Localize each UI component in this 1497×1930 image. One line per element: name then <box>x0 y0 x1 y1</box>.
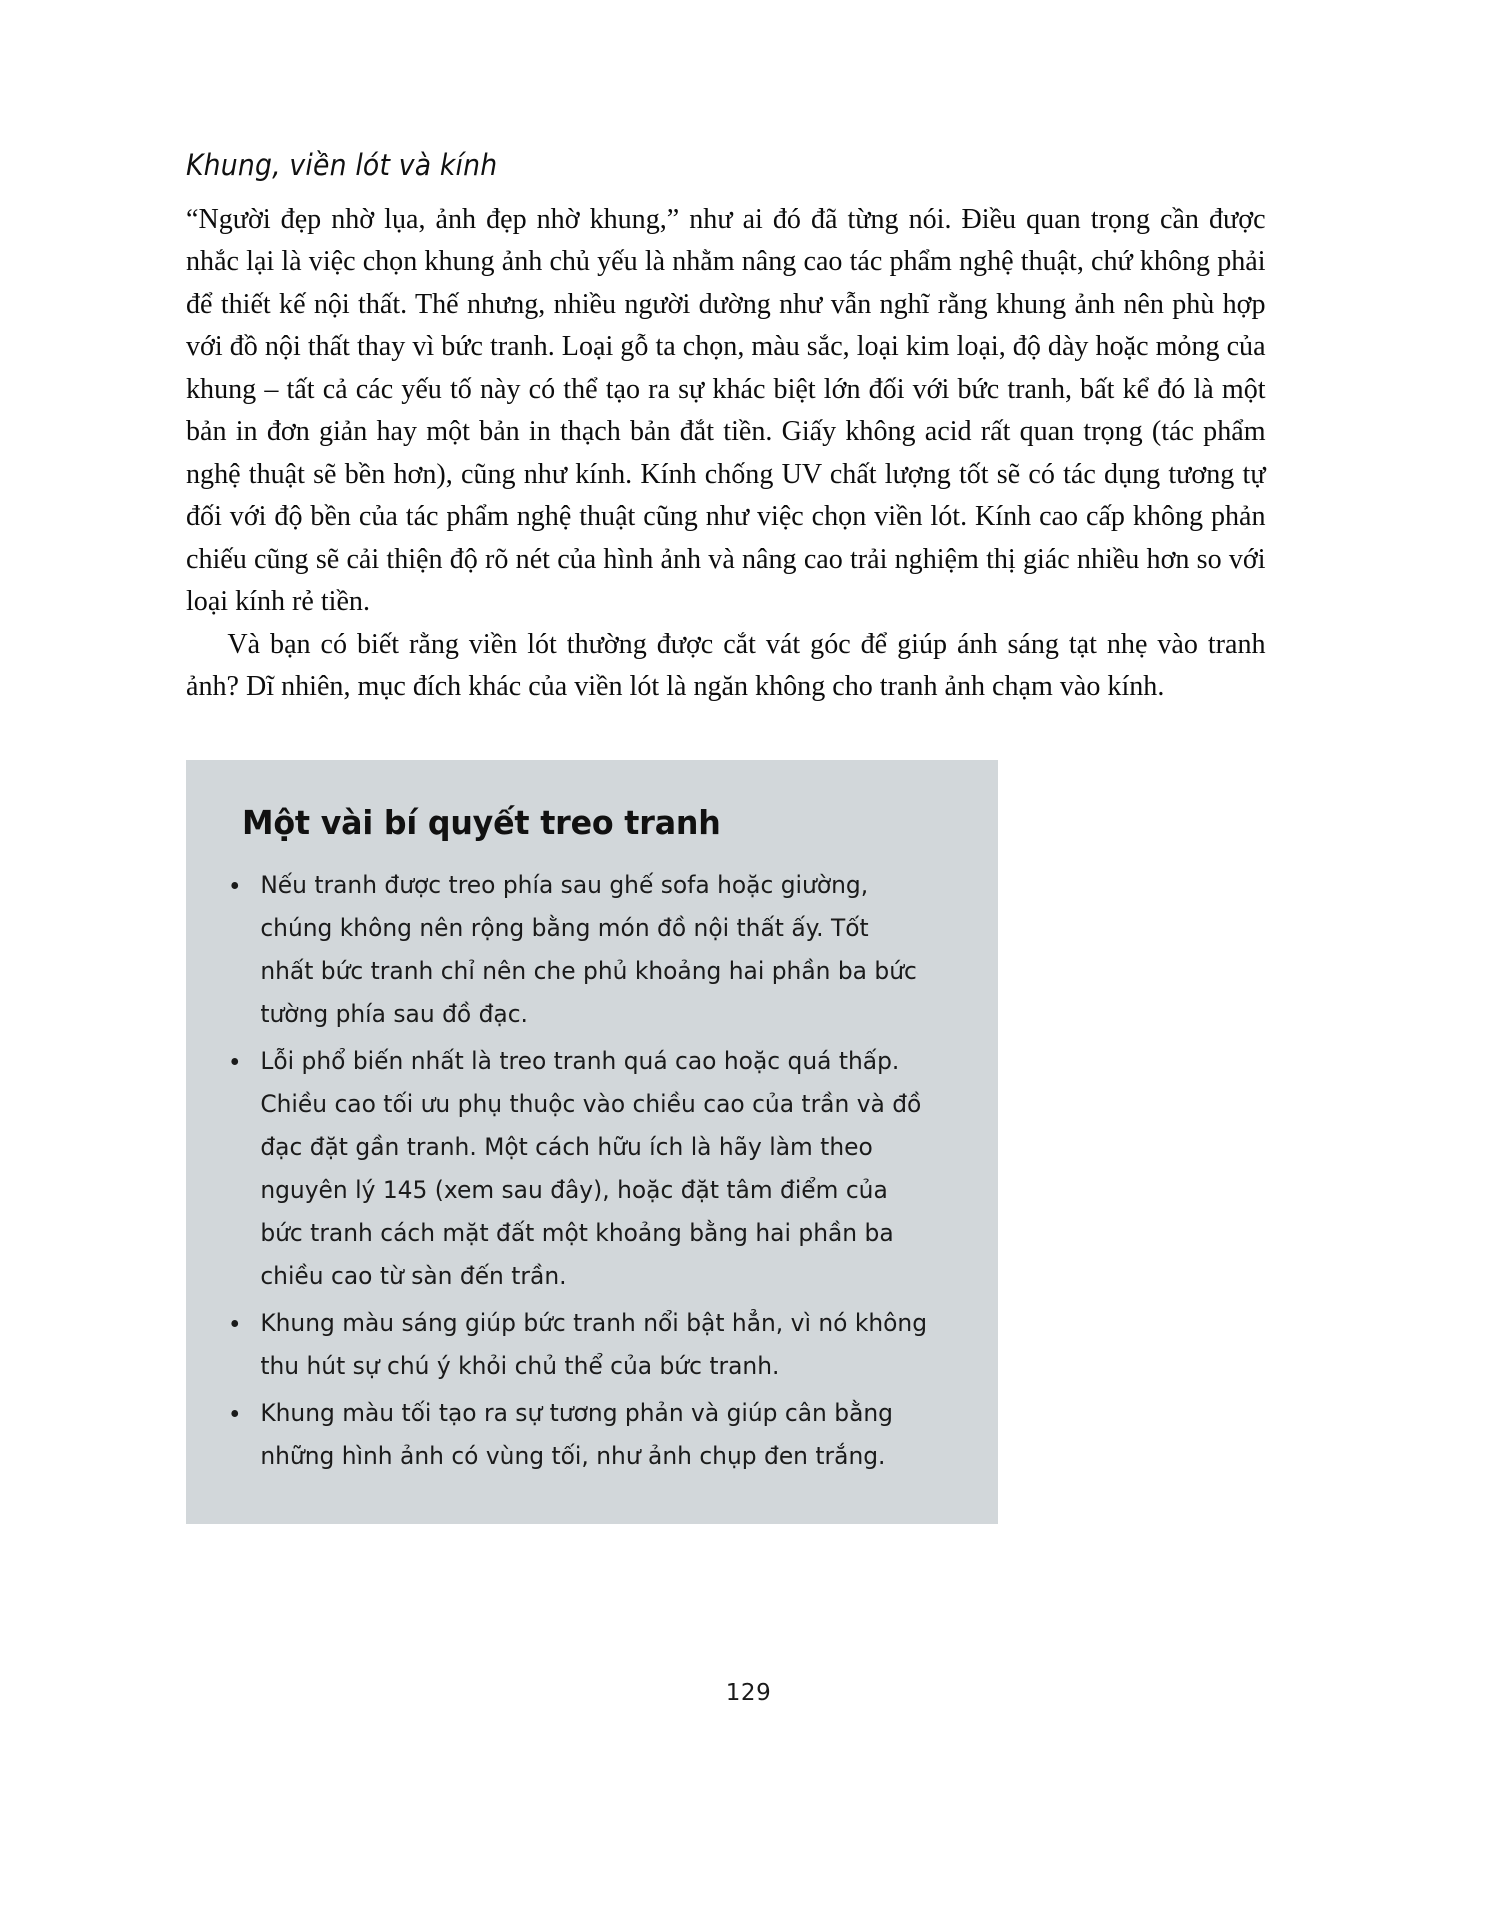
body-paragraph-2: Và bạn có biết rằng viền lót thường được cắt vát góc để giúp ánh sáng tạt nhẹ vào tranh ảnh? Dĩ nhiên, mục đích khác của viền lót là ngăn không cho tranh ảnh chạm vào kính. <box>186 628 1266 703</box>
bullet-dot-icon <box>231 882 238 889</box>
list-item <box>214 1302 928 1388</box>
callout-title: Một vài bí quyết treo tranh <box>242 803 721 842</box>
main-text-column <box>186 148 1282 709</box>
page-number: 129 <box>725 1680 772 1706</box>
list-item <box>214 1040 928 1298</box>
section-heading: Khung, viền lót và kính <box>186 148 498 182</box>
bullet-dot-icon <box>231 1058 238 1065</box>
bullet-dot-icon <box>231 1410 238 1417</box>
list-item-text: Nếu tranh được treo phía sau ghế sofa hoặc giường, chúng không nên rộng bằng món đồ nội thất ấy. Tốt nhất bức tranh chỉ nên che phủ khoảng hai phần ba bức tường phía sau đồ đạc. <box>260 870 917 1028</box>
list-item <box>214 864 928 1036</box>
body-paragraph-1: “Người đẹp nhờ lụa, ảnh đẹp nhờ khung,” như ai đó đã từng nói. Điều quan trọng cần được nhắc lại là việc chọn khung ảnh chủ yếu là nhằm nâng cao tác phẩm nghệ thuật, chứ không phải để thiết kế nội thất. Thế nhưng, nhiều người dường như vẫn nghĩ rằng khung ảnh nên phù hợp với đồ nội thất thay vì bức tranh. Loại gỗ ta chọn, màu sắc, loại kim loại, độ dày hoặc mỏng của khung – tất cả các yếu tố này có thể tạo ra sự khác biệt lớn đối với bức tranh, bất kể đó là một bản in đơn giản hay một bản in thạch bản đắt tiền. Giấy không acid rất quan trọng (tác phẩm nghệ thuật sẽ bền hơn), cũng như kính. Kính chống UV chất lượng tốt sẽ có tác dụng tương tự đối với độ bền của tác phẩm nghệ thuật cũng như việc chọn viền lót. Kính cao cấp không phản chiếu cũng sẽ cải thiện độ rõ nét của hình ảnh và nâng cao trải nghiệm thị giác nhiều hơn so với loại kính rẻ tiền. <box>186 203 1266 618</box>
list-item-text: Lỗi phổ biến nhất là treo tranh quá cao hoặc quá thấp. Chiều cao tối ưu phụ thuộc vào chiều cao của trần và đồ đạc đặt gần tranh. Một cách hữu ích là hãy làm theo nguyên lý 145 (xem sau đây), hoặc đặt tâm điểm của bức tranh cách mặt đất một khoảng bằng hai phần ba chiều cao từ sàn đến trần. <box>260 1046 922 1290</box>
list-item <box>214 1392 928 1478</box>
list-item-text: Khung màu sáng giúp bức tranh nổi bật hẳn, vì nó không thu hút sự chú ý khỏi chủ thể của bức tranh. <box>260 1308 928 1380</box>
bullet-dot-icon <box>231 1320 238 1327</box>
list-item-text: Khung màu tối tạo ra sự tương phản và giúp cân bằng những hình ảnh có vùng tối, như ảnh chụp đen trắng. <box>260 1398 894 1470</box>
tips-list <box>214 864 954 1478</box>
tips-callout-box <box>186 760 998 1524</box>
